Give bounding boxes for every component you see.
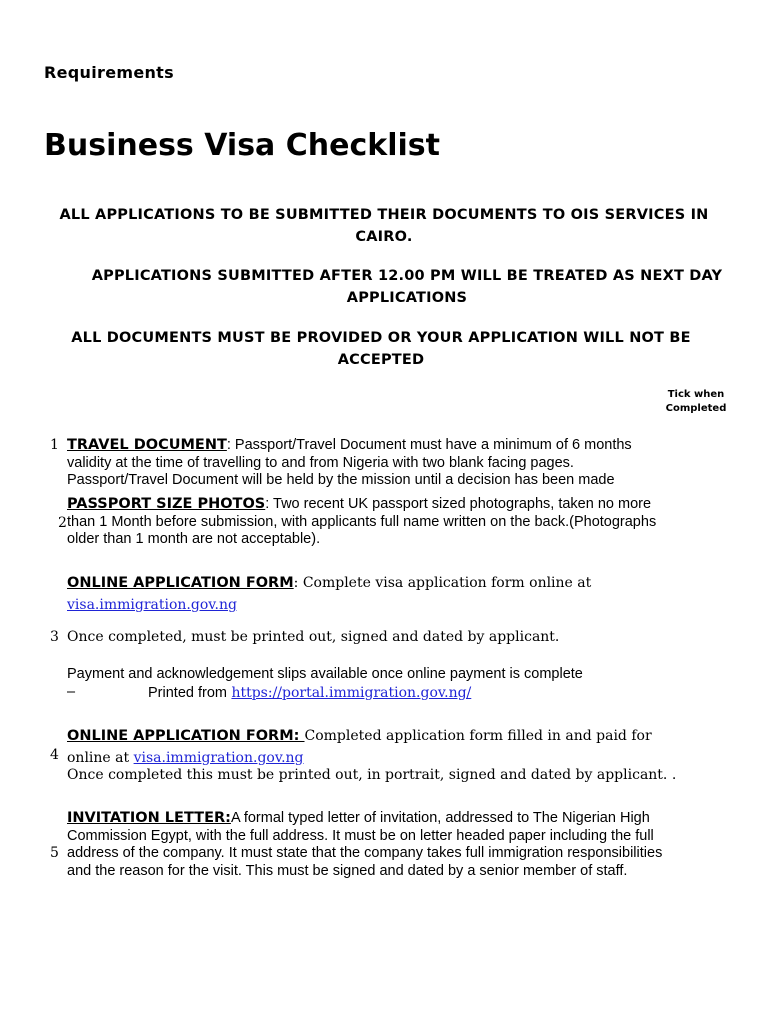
item-title-online-form: ONLINE APPLICATION FORM — [67, 575, 294, 591]
page-title: Business Visa Checklist — [44, 128, 440, 163]
item-number-1: 1 — [50, 437, 59, 453]
item-title-travel-document: TRAVEL DOCUMENT — [67, 437, 227, 453]
item-text-online-form: : Complete visa application form online at — [293, 575, 592, 591]
notice-deadline: APPLICATIONS SUBMITTED AFTER 12.00 PM WILL BE TREATED AS NEXT DAY APPLICATIONS — [91, 268, 723, 306]
portal-link[interactable]: https://portal.immigration.gov.ng/ — [231, 685, 472, 701]
tick-column-line1: Tick when — [667, 389, 725, 400]
checklist-item-invitation-letter — [67, 810, 667, 880]
online-form-print-note: Once completed, must be printed out, signed and dated by applicant. — [67, 629, 560, 645]
item-title-passport-photos: PASSPORT SIZE PHOTOS — [67, 496, 266, 512]
completed-form-link[interactable]: visa.immigration.gov.ng — [133, 750, 304, 766]
item-text-passport-photos: : Two recent UK passport sized photographs, taken no more than 1 Month before submission, with applicants full name written on the back.(Photographs older than 1 month are not acceptable). — [67, 496, 657, 547]
notice-documents: ALL DOCUMENTS MUST BE PROVIDED OR YOUR APPLICATION WILL NOT BE ACCEPTED — [71, 330, 691, 368]
notice-submission: ALL APPLICATIONS TO BE SUBMITTED THEIR DOCUMENTS TO OIS SERVICES IN CAIRO. — [59, 207, 709, 245]
printed-from-line — [148, 684, 471, 703]
item-text-travel-document: : Passport/Travel Document must have a minimum of 6 months validity at the time of travelling to and from Nigeria with two blank facing pages. Passport/Travel Document will be held by the mission until a decision has been made — [67, 437, 632, 488]
printed-dash: – — [67, 684, 76, 700]
checklist-item-completed-form — [67, 725, 667, 769]
item-number-5: 5 — [50, 845, 59, 861]
section-label: Requirements — [44, 63, 174, 82]
checklist-item-online-form — [67, 572, 667, 616]
item-text-invitation-letter: A formal typed letter of invitation, addressed to The Nigerian High Commission Egypt, with the full address. It must be on letter headed paper including the full address of the company. It must state that the company takes full immigration responsibilities and the reason for the visit. This must be signed and dated by a senior member of staff. — [67, 810, 663, 879]
payment-note: Payment and acknowledgement slips available once online payment is complete — [67, 666, 583, 682]
item-title-completed-form: ONLINE APPLICATION FORM: — [67, 728, 305, 744]
item-title-invitation-letter: INVITATION LETTER: — [67, 810, 231, 826]
completed-form-print-note: Once completed this must be printed out, in portrait, signed and dated by applicant. . — [67, 767, 677, 783]
item-number-3: 3 — [50, 629, 59, 645]
item-number-2: 2 — [58, 515, 67, 531]
item-text-completed-form: Completed application form filled in and paid for online at — [67, 728, 652, 766]
checklist-item-passport-photos — [67, 496, 667, 549]
tick-column-header — [656, 388, 736, 416]
online-form-link[interactable]: visa.immigration.gov.ng — [67, 597, 237, 613]
item-number-4: 4 — [50, 747, 59, 763]
checklist-item-travel-document — [67, 437, 677, 490]
tick-column-line2: Completed — [665, 403, 727, 414]
printed-from-label: Printed from — [148, 685, 227, 701]
